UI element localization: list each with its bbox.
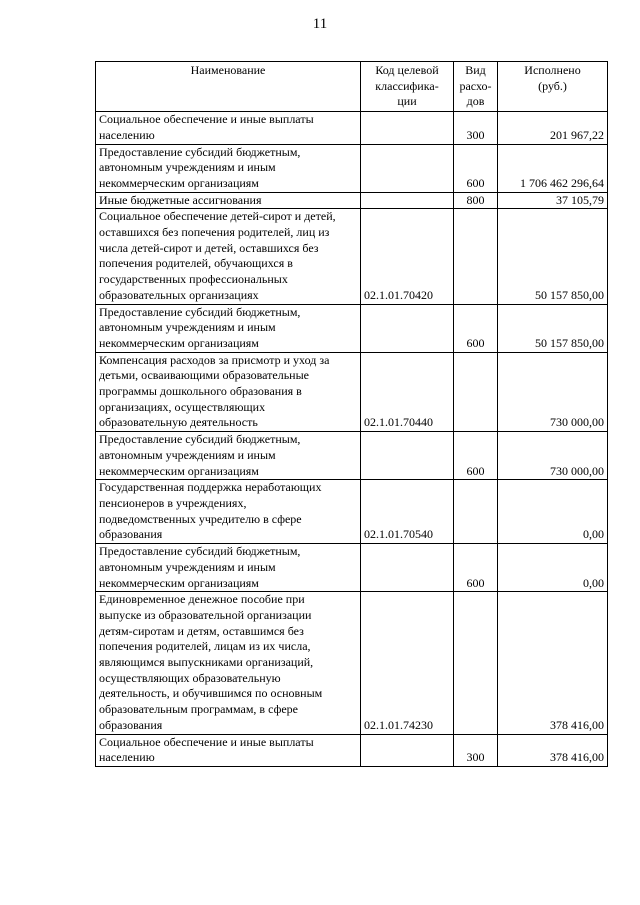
- row-code-cell: [361, 112, 454, 144]
- row-sum-cell: 730 000,00: [498, 352, 608, 432]
- table-row: [96, 112, 608, 144]
- row-type-cell: 600: [454, 432, 498, 480]
- page-number: 11: [312, 16, 328, 32]
- row-code-cell: 02.1.01.70540: [361, 480, 454, 544]
- row-code-cell: [361, 304, 454, 352]
- row-name-cell: Предоставление субсидий бюджетным, автономным учреждениям и иным некоммерческим организациям: [96, 544, 361, 592]
- table-row: [96, 209, 608, 304]
- row-name-cell: Предоставление субсидий бюджетным, автономным учреждениям и иным некоммерческим организациям: [96, 144, 361, 192]
- row-sum-cell: 0,00: [498, 544, 608, 592]
- row-sum-cell: 378 416,00: [498, 734, 608, 766]
- row-sum-cell: 730 000,00: [498, 432, 608, 480]
- row-sum-cell: 0,00: [498, 480, 608, 544]
- row-type-cell: 800: [454, 192, 498, 209]
- row-type-cell: [454, 352, 498, 432]
- row-sum-cell: 50 157 850,00: [498, 209, 608, 304]
- table-row: [96, 352, 608, 432]
- header-sum-label: Исполнено (руб.): [524, 63, 581, 93]
- table-row: [96, 544, 608, 592]
- header-sum: [498, 62, 608, 112]
- row-type-cell: 600: [454, 304, 498, 352]
- row-name-cell: Социальное обеспечение и иные выплаты населению: [96, 734, 361, 766]
- row-type-cell: [454, 592, 498, 734]
- row-name-cell: Социальное обеспечение и иные выплаты населению: [96, 112, 361, 144]
- row-sum-cell: 50 157 850,00: [498, 304, 608, 352]
- row-type-cell: 600: [454, 544, 498, 592]
- row-type-cell: 300: [454, 112, 498, 144]
- table-row: [96, 734, 608, 766]
- row-sum-cell: 37 105,79: [498, 192, 608, 209]
- header-type-label: Вид расхо- дов: [459, 63, 492, 109]
- row-name-cell: Предоставление субсидий бюджетным, автономным учреждениям и иным некоммерческим организациям: [96, 432, 361, 480]
- row-name-cell: Единовременное денежное пособие при выпуске из образовательной организации детям-сиротам и детям, оставшимся без попечения родителей, лицам из их числа, являющимся выпускниками организаций, осуществляющих образовательную деятельность, и обучившимся по основным образовательным программам, в сфере образования: [96, 592, 361, 734]
- row-code-cell: [361, 144, 454, 192]
- row-name-cell: Социальное обеспечение детей-сирот и детей, оставшихся без попечения родителей, лиц из числа детей-сирот и детей, оставшихся без попечения родителей, обучающихся в государственных профессиональных образовательных организациях: [96, 209, 361, 304]
- row-code-cell: [361, 544, 454, 592]
- row-type-cell: [454, 209, 498, 304]
- row-type-cell: 300: [454, 734, 498, 766]
- row-code-cell: 02.1.01.74230: [361, 592, 454, 734]
- row-sum-cell: 378 416,00: [498, 592, 608, 734]
- row-name-cell: Иные бюджетные ассигнования: [96, 192, 361, 209]
- header-code-label: Код целевой классифика- ции: [375, 63, 439, 109]
- row-sum-cell: 201 967,22: [498, 112, 608, 144]
- row-name-cell: Государственная поддержка неработающих пенсионеров в учреждениях, подведомственных учредителю в сфере образования: [96, 480, 361, 544]
- table-row: [96, 592, 608, 734]
- header-code: [361, 62, 454, 112]
- row-code-cell: [361, 432, 454, 480]
- row-code-cell: 02.1.01.70420: [361, 209, 454, 304]
- table-row: [96, 304, 608, 352]
- row-code-cell: [361, 192, 454, 209]
- table-row: [96, 480, 608, 544]
- row-sum-cell: 1 706 462 296,64: [498, 144, 608, 192]
- header-name: [96, 62, 361, 112]
- table-header-row: [96, 62, 608, 112]
- row-code-cell: 02.1.01.70440: [361, 352, 454, 432]
- row-type-cell: [454, 480, 498, 544]
- budget-table: [95, 61, 608, 767]
- header-name-label: Наименование: [190, 63, 266, 77]
- table-row: [96, 432, 608, 480]
- row-name-cell: Предоставление субсидий бюджетным, автономным учреждениям и иным некоммерческим организациям: [96, 304, 361, 352]
- header-type: [454, 62, 498, 112]
- table-body: [96, 112, 608, 767]
- table-row: [96, 144, 608, 192]
- row-type-cell: 600: [454, 144, 498, 192]
- row-code-cell: [361, 734, 454, 766]
- row-name-cell: Компенсация расходов за присмотр и уход за детьми, осваивающими образовательные программы дошкольного образования в организациях, осуществляющих образовательную деятельность: [96, 352, 361, 432]
- table-row: [96, 192, 608, 209]
